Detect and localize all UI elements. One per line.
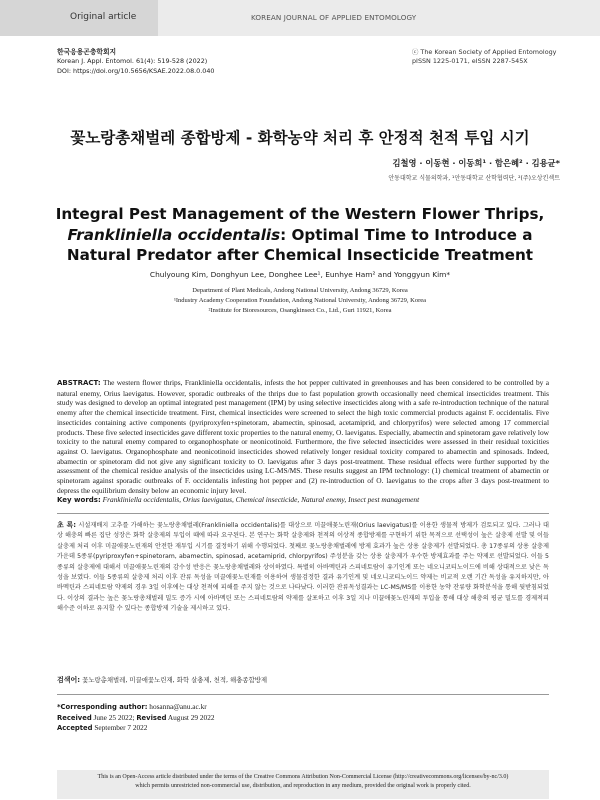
received-label: Received (57, 713, 92, 722)
corr-email[interactable]: hosanna@anu.ac.kr (149, 702, 207, 711)
journal-name-ko: 한국응용곤충학회지 (57, 48, 117, 56)
keywords-korean (57, 675, 549, 685)
abstract-english (57, 378, 549, 495)
journal-banner-box (158, 0, 600, 36)
title-en-part1: Integral Pest Management of the Western Flower Thrips, (55, 205, 545, 223)
divider (57, 513, 549, 514)
affiliations-english (0, 286, 600, 316)
issn: pISSN 1225-0171, eISSN 2287-545X (412, 57, 528, 66)
corr-label: *Corresponding author: (57, 703, 148, 711)
license-line: which permits unrestricted non-commercial use, distribution, and reproduction in any medium, provided the original work is properly cited. (135, 783, 471, 789)
doi-link[interactable]: DOI: https://doi.org/10.5656/KSAE.2022.08.0.040 (57, 66, 215, 75)
abstract-ko-text: 시설재배지 고추를 가해하는 꽃노랑총채벌레(Frankliniella occidentalis)를 대상으로 미끌애꽃노린재(Orius laevigatus)를 이용한 생물적 방제가 검토되고 있다. 그러나 대상 해충의 빠른 집단 성장은 화학 살충제의 투입이 때에 따라 요구된다. 본 연구는 화학 살충제와 천적의 이상적 종합방제를 구현하기 위한 목적으로 선택성이 높은 살충제 선발 및 이들 살충제 처리 이후 미끌애꽃노린재의 안전한 재투입 시기를 결정하기 위해 수행되었다. 첫째로 꽃노랑총채벌레에 방제 효과가 높은 상용 살충제가 선발되었다. 총 17종류의 상용 살충제 가운데 5종류(pyriproxyfen+spinetoram, abamectin, spinosad, acetamiprid, chlorpyrifos) 주성분을 갖는 상용 살충제가 우수한 방제효과를 주는 약제로 선발되었다. 이들 5종류의 살충제에 대해서 미끌애꽃노린재의 감수성 반응은 꽃노랑총채벌레와 상이하였다. 특별히 아바멕틴과 스피네토람이 유기인계 또는 네오니코티노이드에 비해 상대적으로 낮은 독성을 보였다. 이들 5종류의 살충제 처리 이후 잔류 독성을 미끌애꽃노린재를 이용하여 생물검정한 결과 유기인계 및 네오니코티노이드 약제는 비교적 오랜 기간 독성을 유지하지만, 아바멕틴과 스피네토람 약제의 경우 3일 이후에는 대상 천적에 피해를 주지 않는 것으로 나타났다. 이러한 잔류독성결과는 LC-MS/MS를 이용한 농약 잔류량 화학분석을 통해 뒷받침되었다. 이상의 결과는 높은 꽃노랑총채벌레 밀도 증가 시에 아바멕틴 또는 스피네토람의 약제를 살포하고 이후 3일 지나 미끌애꽃노린재의 투입을 통해 대상 해충의 평균 밀도를 경제적피해수준 이하로 유지할 수 있다는 종합방제 기술을 제시하고 있다. (57, 522, 550, 613)
keywords-ko-text: 꽃노랑총채벌레, 미끌애꽃노린재, 화학 살충제, 천적, 해충종합방제 (82, 676, 268, 684)
keywords-label: Key words: (57, 496, 101, 504)
license-line: This is an Open-Access article distributed under the terms of the Creative Commons Attribution Non-Commercial License (http://creativecommons.org/licenses/by-nc/3.0) (97, 774, 509, 780)
keywords-text: Frankliniella occidentalis, Orius laevigatus, Chemical insecticide, Natural enemy, Insect pest management (102, 495, 420, 504)
authors-english: Chulyoung Kim, Donghyun Lee, Donghee Lee¹, Eunhye Ham² and Yonggyun Kim* (149, 270, 451, 279)
affiliation-korean: 안동대학교 식물의학과, ¹안동대학교 산학협력단, ²(주)오상킨섹트 (388, 175, 560, 182)
abstract-text: The western flower thrips, Frankliniella occidentalis, infests the hot pepper cultivated in greenhouses and has been considered to be controlled by a natural enemy, Orius laevigatus. However, sporadic outbreaks of the thrips due to fast population growth occasionally need chemical insecticides treatment. This study was designed to develop an optimal integrated pest management (IPM) by using selective insecticides along with a safe re-introduction technique of the natural enemy after the chemical insecticide treatment. First, chemical insecticides were screened to select the high toxic commercial products against F. occidentalis. Five insecticides containing active components (pyriproxyfen+spinetoram, abamectin, spinosad, acetamiprid, and chlorpyrifos) were selected among 17 commercial products. These five selected insecticides gave different toxic properties to the natural enemy, O. laevigatus. Especially, abamectin and spinetoram gave relatively low toxicity to the natural enemy compared to organophosphate or neonicotinoid. Furthermore, the five selected insecticides were assessed in their residual toxicities against O. laevigatus. Organophosphate and neonicotinoid insecticides showed relatively longer residual toxicity compared to abamectin and spinosads. Indeed, abamectin or spinetoram did not give any significant toxicity to O. laevigatus after 3 days post-treatment. These residual effects were further supported by the assessment of the chemical residue analysis of the insecticides using LC-MS/MS. These results suggest an IPM technology: (1) chemical treatment of abamectin or spinetoram against sporadic outbreaks of F. occidentalis infesting hot pepper and (2) re-introduction of O. laevigatus to the crops after 3 days post-treatment to depress the equilibrium density below an economic injury level. (57, 378, 550, 495)
affiliation-en: ¹Industry Academy Cooperation Foundation, Andong National University, Andong 36729, Korea (173, 297, 427, 304)
article-type-box (0, 0, 158, 36)
affiliation-en: Department of Plant Medicals, Andong National University, Andong 36729, Korea (192, 287, 408, 294)
header-bar (0, 0, 600, 36)
revised-date: August 29 2022 (167, 712, 215, 722)
title-korean: 꽃노랑총채벌레 종합방제 - 화학농약 처리 후 안정적 천적 투입 시기 (70, 129, 530, 147)
keywords-english (57, 495, 549, 504)
divider (57, 694, 549, 695)
affiliation-en: ²Institute for Bioresources, Osangkinsect Co., Ltd., Guri 11921, Korea (208, 307, 392, 314)
citation: Korean J. Appl. Entomol. 61(4): 519-528 (2022) (57, 57, 208, 66)
revised-label: Revised (136, 713, 167, 722)
license-box (57, 770, 549, 799)
received-date: June 25 2022; (93, 712, 135, 722)
abstract-label: ABSTRACT: (57, 379, 101, 387)
correspondence (57, 702, 215, 734)
accepted-label: Accepted (57, 724, 93, 733)
keywords-ko-label: 검색어: (57, 676, 81, 684)
article-type: Original article (70, 12, 137, 22)
title-en-part2: : Optimal Time to Introduce a Natural Predator after Chemical Insecticide Treatment (66, 225, 534, 264)
authors-korean: 김철영 · 이동현 · 이동희¹ · 함은혜² · 김용균* (392, 158, 560, 168)
journal-banner: KOREAN JOURNAL OF APPLIED ENTOMOLOGY (251, 13, 417, 22)
abstract-korean (57, 520, 549, 615)
copyright: ⓒ The Korean Society of Applied Entomology (412, 48, 557, 56)
abstract-ko-label: 초 록: (57, 521, 77, 529)
journal-meta (57, 48, 214, 76)
copyright-meta (412, 48, 562, 67)
accepted-date: September 7 2022 (94, 723, 148, 733)
title-en-species: Frankliniella occidentalis (67, 225, 281, 244)
title-english (50, 204, 550, 266)
